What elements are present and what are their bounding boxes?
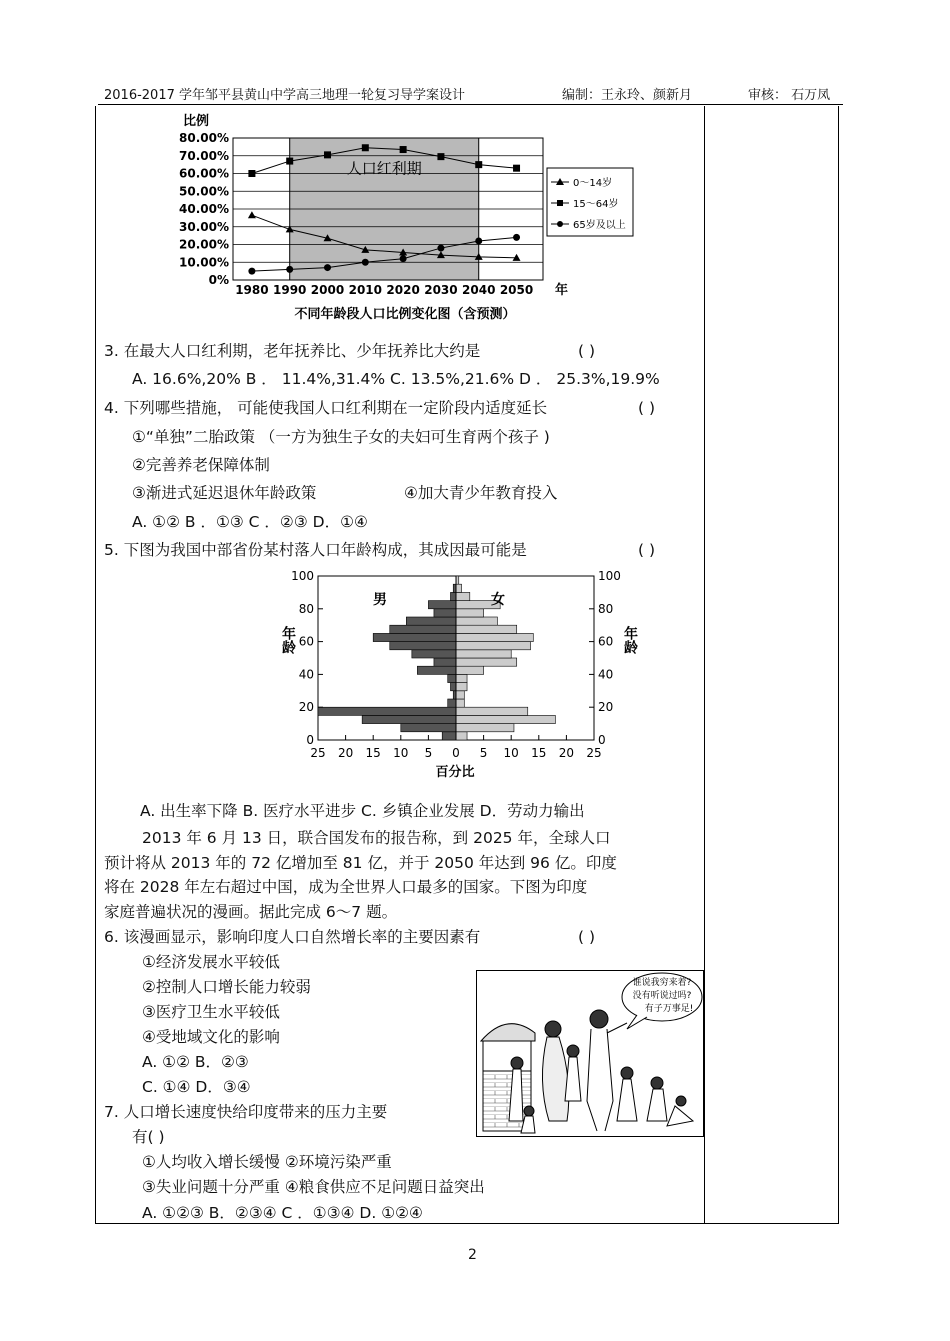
q5-text: 5. 下图为我国中部省份某村落人口年龄构成，其成因最可能是	[104, 541, 527, 559]
y-tick-label: 0%	[208, 273, 229, 287]
chart1-ylabel: 比例	[183, 114, 210, 129]
female-bar	[456, 633, 533, 641]
data-point-circle	[400, 255, 407, 262]
q4-item-3: ③渐进式延迟退休年龄政策	[132, 484, 317, 502]
male-bar	[417, 666, 456, 674]
band-label: 人口红利期	[346, 159, 422, 178]
male-bar	[401, 724, 456, 732]
q4-text: 4. 下列哪些措施， 可能使我国人口红利期在一定阶段内适度延长	[104, 399, 548, 417]
data-point-circle	[513, 234, 520, 241]
y-tick-label: 30.00%	[179, 219, 229, 234]
data-point-circle	[248, 268, 255, 275]
pct-tick-label: 25	[310, 746, 326, 760]
speech-line-3: 有子万事足!	[644, 1004, 694, 1014]
data-point-circle	[437, 245, 444, 252]
data-point-square	[513, 165, 520, 172]
x-tick-label: 2050	[499, 283, 534, 297]
male-bar	[390, 625, 456, 633]
q7-text-line-2: 有( )	[132, 1128, 165, 1146]
q6-item-2: ②控制人口增长能力较弱	[142, 978, 311, 996]
y-tick-label: 80.00%	[179, 131, 229, 145]
age-tick-label-right: 20	[598, 700, 614, 715]
age-label-right: 年龄	[622, 626, 638, 654]
male-bar	[406, 617, 456, 625]
data-point-square	[324, 151, 331, 158]
x-tick-label: 1990	[273, 283, 307, 297]
chart1-legend	[547, 168, 633, 236]
population-pyramid-chart	[270, 566, 640, 786]
y-tick-label: 50.00%	[179, 184, 229, 199]
chart1-caption: 不同年龄段人口比例变化图（含预测）	[294, 307, 516, 322]
female-bar	[456, 732, 467, 740]
cartoon-drawing	[477, 971, 703, 1136]
pct-tick-label: 20	[337, 746, 354, 760]
data-point-circle	[324, 264, 331, 271]
q4-item-2: ②完善养老保障体制	[132, 456, 270, 474]
data-point-circle	[286, 266, 293, 273]
age-tick-label-left: 60	[298, 634, 314, 649]
speech-line-1: 谁说我穷来着?	[632, 978, 692, 988]
age-ratio-line-chart	[175, 110, 635, 325]
q6-item-1: ①经济发展水平较低	[142, 953, 280, 971]
age-tick-label-left: 0	[306, 733, 314, 747]
data-point-square	[286, 158, 293, 165]
age-tick-label-left: 20	[298, 700, 314, 715]
male-bar	[450, 683, 456, 691]
y-tick-label: 20.00%	[179, 237, 229, 252]
female-bar	[456, 609, 484, 617]
q7-text-line-1: 7. 人口增长速度快给印度带来的压力主要	[104, 1103, 388, 1121]
q7-items-2: ③失业问题十分严重 ④粮食供应不足问题日益突出	[142, 1178, 485, 1196]
age-tick-label-left: 40	[298, 667, 314, 682]
male-bar	[428, 601, 456, 609]
female-bar	[456, 707, 528, 715]
speech-line-2: 没有听说过吗?	[632, 991, 692, 1001]
pct-tick-label: 5	[424, 746, 433, 760]
y-tick-label: 60.00%	[179, 166, 229, 181]
q4-item-1: ①“单独”二胎政策 （一方为独生子女的夫妇可生育两个孩子 )	[132, 428, 550, 446]
q6-options-1: A. ①② B．②③	[142, 1053, 249, 1071]
chart1-xlabel: 年	[555, 283, 569, 298]
data-point-square	[475, 161, 482, 168]
female-bar	[456, 683, 467, 691]
x-tick-label: 2040	[462, 283, 496, 297]
age-tick-label-right: 40	[598, 667, 614, 682]
legend-label: 15～64岁	[573, 199, 619, 210]
female-bar	[456, 666, 484, 674]
y-tick-label: 70.00%	[179, 148, 229, 163]
male-bar	[390, 642, 456, 650]
q4-options: A. ①② B ．①③ C ．②③ D．①④	[132, 513, 368, 531]
female-bar	[456, 642, 531, 650]
legend-label: 0～14岁	[573, 178, 613, 189]
q4-answer-paren: ( )	[638, 399, 656, 417]
q7-items-1: ①人均收入增长缓慢 ②环境污染严重	[142, 1153, 392, 1171]
age-tick-label-left: 100	[291, 569, 314, 583]
q6-text: 6. 该漫画显示，影响印度人口自然增长率的主要因素有	[104, 928, 481, 946]
male-bar	[450, 592, 456, 600]
female-label: 女	[491, 592, 505, 608]
q3-answer-paren: ( )	[578, 342, 596, 360]
q5-answer-paren: ( )	[638, 541, 656, 559]
male-bar	[442, 732, 456, 740]
header-school: 2016-2017 学年邹平县黄山中学高三地理一轮复习导学案设计	[104, 88, 465, 103]
data-point-triangle	[248, 211, 256, 218]
male-bar	[434, 658, 456, 666]
female-bar	[456, 699, 464, 707]
q5-options: A. 出生率下降 B. 医疗水平进步 C. 乡镇企业发展 D．劳动力输出	[140, 802, 585, 820]
pct-label: 百分比	[435, 765, 475, 780]
q6-options-2: C. ①④ D．③④	[142, 1078, 251, 1096]
data-point-square	[437, 153, 444, 160]
header-reviewer: 审核： 石万凤	[748, 88, 831, 103]
column-divider	[704, 106, 705, 1224]
female-bar	[456, 650, 511, 658]
female-bar	[456, 674, 467, 682]
data-point-square	[400, 146, 407, 153]
male-bar	[412, 650, 456, 658]
male-bar	[434, 609, 456, 617]
x-tick-label: 2010	[348, 283, 383, 297]
age-tick-label-right: 60	[598, 634, 614, 649]
legend-label: 65岁及以上	[573, 220, 626, 231]
data-point-square	[362, 144, 369, 151]
male-label: 男	[373, 592, 387, 608]
data-point-circle	[362, 259, 369, 266]
male-bar	[318, 707, 456, 715]
pct-tick-label: 20	[558, 746, 575, 760]
q3-options: A. 16.6%,20% B ． 11.4%,31.4% C. 13.5%,21.6% D ． 25.3%,19.9%	[132, 370, 660, 388]
q6-item-4: ④受地域文化的影响	[142, 1028, 280, 1046]
header-editors: 编制：王永玲、颜新月	[562, 88, 693, 103]
pct-tick-label: 0	[452, 746, 460, 760]
page-header	[98, 82, 843, 105]
female-bar	[456, 625, 517, 633]
y-tick-label: 10.00%	[179, 255, 229, 270]
pct-tick-label: 10	[503, 746, 519, 760]
q7-options: A. ①②③ B．②③④ C ．①③④ D. ①②④	[142, 1204, 423, 1222]
data-point-circle	[475, 237, 482, 244]
male-bar	[448, 699, 456, 707]
age-tick-label-right: 80	[598, 601, 614, 616]
q4-item-4: ④加大青少年教育投入	[404, 484, 558, 502]
female-bar	[456, 592, 470, 600]
passage-line-4: 家庭普遍状况的漫画。据此完成 6～7 题。	[104, 903, 398, 921]
pct-tick-label: 15	[365, 746, 381, 760]
pct-tick-label: 10	[393, 746, 409, 760]
data-point-square	[248, 170, 255, 177]
female-bar	[456, 724, 514, 732]
female-bar	[456, 715, 555, 723]
female-bar	[456, 658, 517, 666]
passage-line-3: 将在 2028 年左右超过中国，成为全世界人口最多的国家。下图为印度	[104, 878, 588, 896]
q3-text: 3. 在最大人口红利期，老年抚养比、少年抚养比大约是	[104, 342, 481, 360]
passage-line-2: 预计将从 2013 年的 72 亿增加至 81 亿，并于 2050 年达到 96 亿。印度	[104, 854, 617, 872]
page-number: 2	[468, 1247, 477, 1263]
male-bar	[448, 674, 456, 682]
pct-tick-label: 15	[531, 746, 547, 760]
india-family-cartoon	[476, 970, 704, 1137]
q6-item-3: ③医疗卫生水平较低	[142, 1003, 280, 1021]
legend-marker	[557, 200, 563, 206]
passage-line-1: 2013 年 6 月 13 日，联合国发布的报告称，到 2025 年，全球人口	[142, 829, 611, 847]
legend-marker	[557, 221, 563, 227]
x-tick-label: 2000	[310, 283, 345, 297]
x-tick-label: 2020	[386, 283, 420, 297]
q6-answer-paren: ( )	[578, 928, 596, 946]
female-bar	[456, 691, 464, 699]
age-tick-label-left: 80	[298, 601, 314, 616]
male-bar	[373, 633, 456, 641]
age-tick-label-right: 100	[598, 569, 621, 583]
male-bar	[362, 715, 456, 723]
female-bar	[456, 617, 497, 625]
female-bar	[456, 584, 462, 592]
pct-tick-label: 25	[586, 746, 602, 760]
y-tick-label: 40.00%	[179, 202, 229, 216]
age-tick-label-right: 0	[598, 733, 606, 747]
x-tick-label: 1980	[235, 283, 269, 297]
age-label-left: 年龄	[280, 626, 296, 654]
pct-tick-label: 5	[479, 746, 488, 760]
x-tick-label: 2030	[424, 283, 458, 297]
